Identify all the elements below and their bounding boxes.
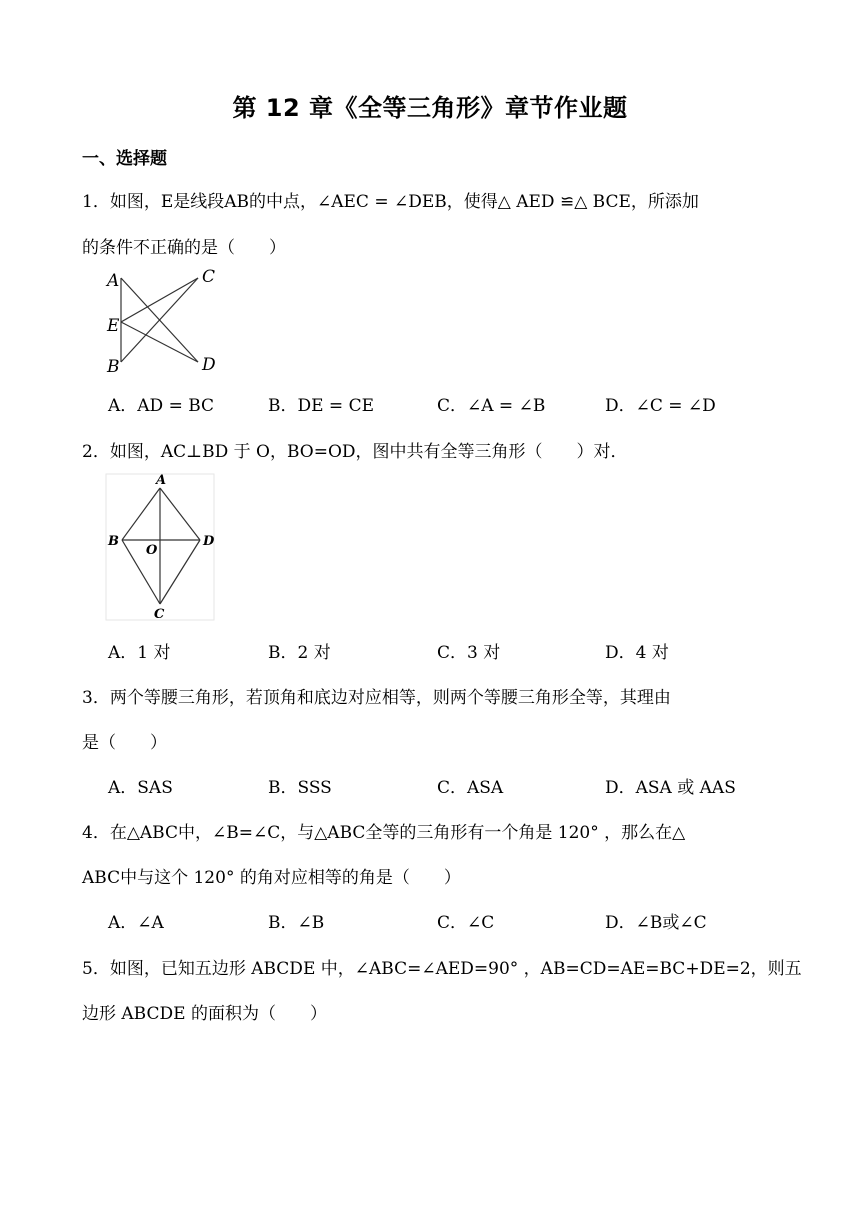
label-b: B — [108, 534, 119, 549]
label-d: D — [203, 534, 215, 549]
option-d[interactable]: D．∠B或∠C — [605, 913, 707, 933]
option-c[interactable]: C．3 对 — [437, 643, 501, 663]
question-2-options — [0, 638, 860, 662]
label-o: O — [146, 543, 158, 558]
option-a[interactable]: A．∠A — [108, 913, 164, 933]
question-1-options — [0, 391, 860, 415]
label-a: A — [107, 271, 120, 291]
question-1-line-1: 1．如图，E是线段AB的中点，∠AEC = ∠DEB，使得△ AED ≌△ BCE，所添加 — [82, 192, 699, 212]
label-c: C — [154, 607, 165, 622]
question-4-options — [0, 908, 860, 932]
label-c: C — [202, 267, 216, 287]
option-d[interactable]: D．ASA 或 AAS — [605, 778, 736, 798]
segment-ed — [121, 322, 198, 362]
label-b: B — [107, 357, 120, 377]
question-3-line-1: 3．两个等腰三角形，若顶角和底边对应相等，则两个等腰三角形全等，其理由 — [82, 688, 671, 708]
label-a: A — [156, 473, 167, 488]
option-d[interactable]: D．∠C = ∠D — [605, 396, 716, 416]
option-c[interactable]: C．∠C — [437, 913, 495, 933]
section-heading: 一、选择题 — [82, 149, 167, 169]
question-3-line-2: 是（ ） — [82, 733, 167, 753]
option-d[interactable]: D．4 对 — [605, 643, 669, 663]
question-4-line-1: 4．在△ABC中，∠B=∠C，与△ABC全等的三角形有一个角是 120° ，那么在△ — [82, 823, 686, 843]
option-b[interactable]: B．SSS — [268, 778, 332, 798]
option-c[interactable]: C．ASA — [437, 778, 504, 798]
option-a[interactable]: A．AD = BC — [108, 396, 215, 416]
option-c[interactable]: C．∠A = ∠B — [437, 396, 546, 416]
segment-ec — [121, 278, 198, 322]
option-b[interactable]: B．DE = CE — [268, 396, 375, 416]
question-2-figure — [104, 470, 218, 622]
question-4-line-2: ABC中与这个 120° 的角对应相等的角是（ ） — [82, 868, 461, 888]
question-2-line-1: 2．如图，AC⊥BD 于 O，BO=OD，图中共有全等三角形（ ）对． — [82, 442, 628, 462]
page-title: 第 12 章《全等三角形》章节作业题 — [232, 94, 628, 122]
question-5-line-1: 5．如图，已知五边形 ABCDE 中，∠ABC=∠AED=90° ，AB=CD=AE=BC+DE=2，则五 — [82, 959, 802, 979]
label-d: D — [202, 355, 216, 375]
option-b[interactable]: B．2 对 — [268, 643, 331, 663]
option-b[interactable]: B．∠B — [268, 913, 325, 933]
question-3-options — [0, 773, 860, 797]
option-a[interactable]: A．SAS — [108, 778, 173, 798]
question-1-line-2: 的条件不正确的是（ ） — [82, 238, 286, 258]
question-5-line-2: 边形 ABCDE 的面积为（ ） — [82, 1004, 327, 1024]
option-a[interactable]: A．1 对 — [108, 643, 171, 663]
question-1-figure — [104, 264, 224, 378]
label-e: E — [107, 316, 120, 336]
